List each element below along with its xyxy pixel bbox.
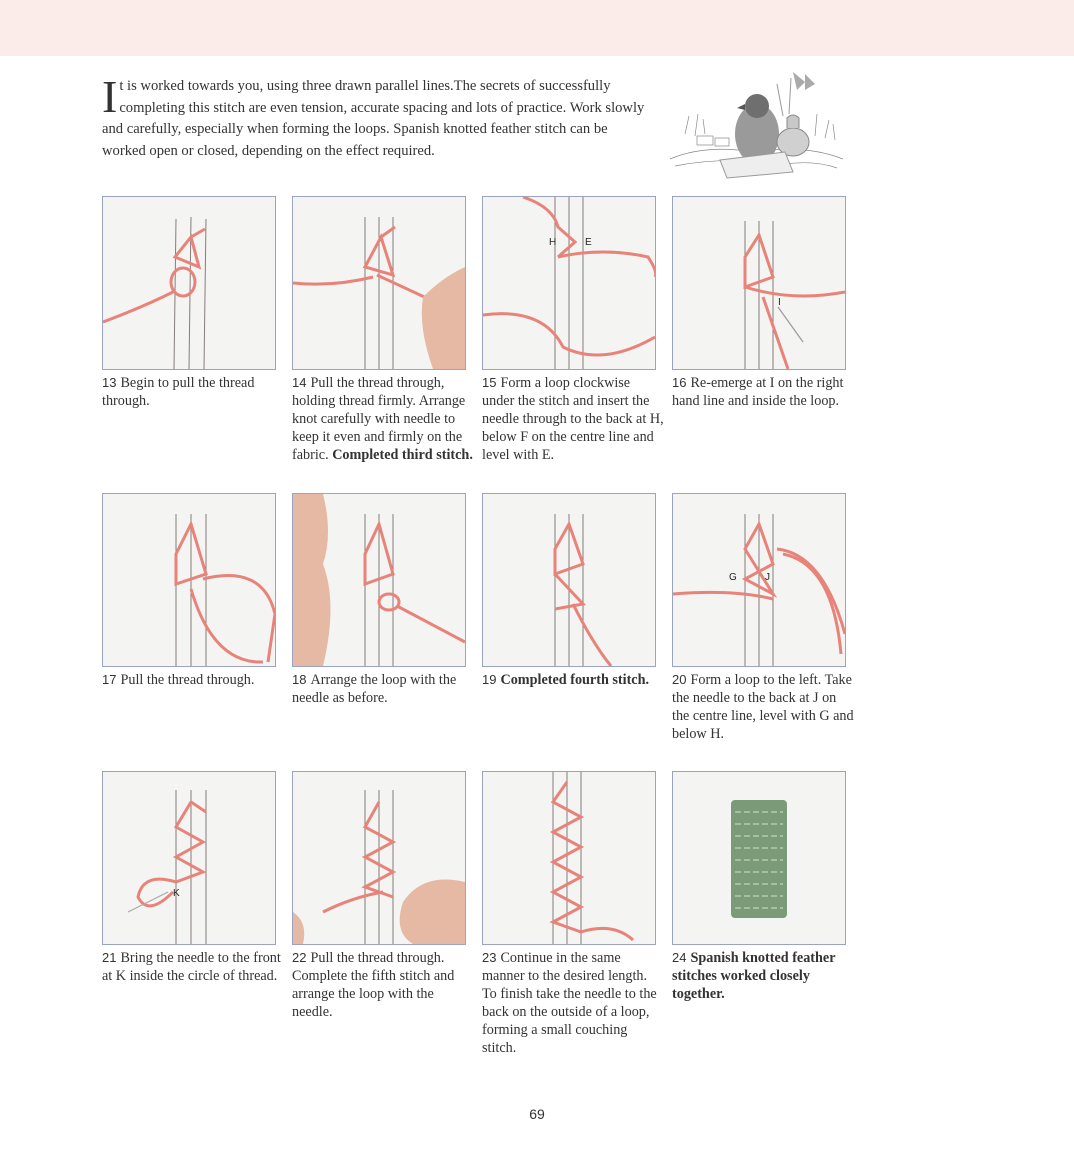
step-14 <box>292 196 473 464</box>
step-13 <box>102 196 278 410</box>
point-label-e: E <box>585 237 592 248</box>
step-24 <box>672 771 848 1003</box>
step-caption: 13 Begin to pull the thread through. <box>102 375 255 409</box>
step-23 <box>482 771 658 1057</box>
point-label-j: J <box>765 572 770 583</box>
step-21 <box>102 771 281 985</box>
step-caption: 18 Arrange the loop with the needle as before. <box>292 672 457 706</box>
step-photo <box>672 771 846 945</box>
step-photo <box>102 196 276 370</box>
step-photo <box>482 771 656 945</box>
step-photo <box>102 771 276 945</box>
step-22 <box>292 771 468 1021</box>
step-caption: 24 Spanish knotted feather stitches worked closely together. <box>672 950 836 1002</box>
point-label-i: I <box>778 297 781 308</box>
step-caption: 17 Pull the thread through. <box>102 672 255 688</box>
drop-cap: I <box>102 71 118 122</box>
step-caption: 20 Form a loop to the left. Take the needle to the back at J on the centre line, level with G and below H. <box>672 672 854 742</box>
step-19 <box>482 493 658 689</box>
step-20 <box>672 493 854 743</box>
step-photo <box>292 493 466 667</box>
step-photo <box>102 493 276 667</box>
header-band <box>0 0 1074 56</box>
step-caption: 22 Pull the thread through. Complete the fifth stitch and arrange the loop with the needle. <box>292 950 455 1020</box>
step-18 <box>292 493 468 707</box>
point-label-g: G <box>729 572 737 583</box>
step-photo <box>482 493 656 667</box>
point-label-h: H <box>549 237 557 248</box>
step-photo <box>672 493 846 667</box>
step-caption: 14 Pull the thread through, holding thread firmly. Arrange knot carefully with needle to keep it even and firmly on the fabric. Completed third stitch. <box>292 375 473 463</box>
step-caption: 23 Continue in the same manner to the desired length. To finish take the needle to the back on the outside of a loop, forming a small couching stitch. <box>482 950 657 1056</box>
step-photo <box>482 196 656 370</box>
step-caption: 21 Bring the needle to the front at K inside the circle of thread. <box>102 950 281 984</box>
intro-paragraph <box>102 71 647 162</box>
step-16 <box>672 196 848 410</box>
step-caption: 19 Completed fourth stitch. <box>482 672 650 688</box>
point-label-k: K <box>173 888 180 899</box>
intro-text: t is worked towards you, using three drawn parallel lines.The secrets of successfully completing this stitch are even tension, accurate spacing and lots of practice. Work slowly and carefully, especially when forming the loops. Spanish knotted feather stitch can be worked open or closed, depending on the effect required. <box>102 78 645 159</box>
step-photo <box>292 196 466 370</box>
step-photo <box>672 196 846 370</box>
step-15 <box>482 196 664 464</box>
step-17 <box>102 493 278 689</box>
step-caption: 15 Form a loop clockwise under the stitch and insert the needle through to the back at H, below F on the centre line and level with E. <box>482 375 664 463</box>
step-photo <box>292 771 466 945</box>
page-number: 69 <box>529 1106 545 1122</box>
bird-engraving-icon <box>665 64 845 188</box>
step-caption: 16 Re-emerge at I on the right hand line and inside the loop. <box>672 375 844 409</box>
